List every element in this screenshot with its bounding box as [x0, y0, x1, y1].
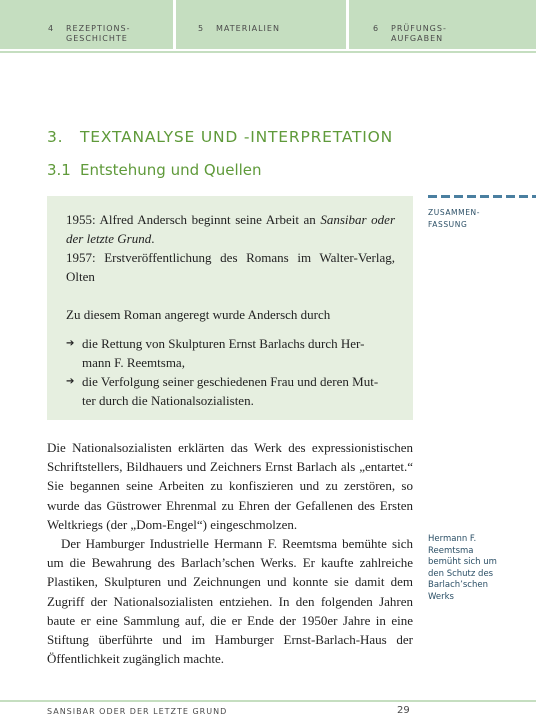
body-text [47, 438, 413, 668]
list-item [66, 334, 395, 372]
list-item-text: die Verfolgung seiner geschiedenen Frau und deren Mut- ter durch die Nationalsozialisten. [82, 374, 379, 408]
section-title-text: Entstehung und Quellen [80, 161, 262, 179]
body-paragraph-1: Die Nationalsozialisten erklärten das Werk des expressionistischen Schriftstellers, Bildhauers und Zeichners Ernst Barlach als „entartet.“ Sie begannen seine Arbeiten zu konfiszieren und zu zerstören, so wurde das Güstrower Ehrenmal zu Ehren der Gefallenen des Ersten Weltkriegs (der „Dom-Engel“) eingeschmolzen. [47, 440, 413, 532]
list-item [66, 372, 395, 410]
summary-side-label: ZUSAMMEN- FASSUNG [428, 208, 481, 229]
arrow-right-icon: ➔ [66, 376, 75, 387]
tab-label: PRÜFUNGS- AUFGABEN [391, 24, 447, 43]
tab-number: 4 [48, 24, 55, 33]
summary-bullet-list [66, 334, 395, 410]
summary-line-1 [66, 210, 395, 248]
chapter-number: 3. [47, 128, 64, 146]
sidebar-dashed-rule [428, 195, 536, 198]
chapter-title-text: TEXTANALYSE UND -INTERPRETATION [80, 128, 394, 146]
section-number: 3.1 [47, 161, 71, 179]
top-navigation [0, 0, 536, 49]
margin-note: Hermann F. Reemtsma bemüht sich um den Schutz des Barlach’schen Werks [428, 534, 497, 602]
summary-intro: Zu diesem Roman angeregt wurde Andersch durch [66, 307, 331, 322]
tab-label: REZEPTIONS- GESCHICHTE [66, 24, 131, 43]
tab-number: 5 [198, 24, 205, 33]
summary-box [47, 196, 413, 420]
list-item-text: die Rettung von Skulpturen Ernst Barlachs durch Her- mann F. Reemtsma, [82, 336, 365, 370]
page-number: 29 [397, 705, 410, 716]
tab-number: 6 [373, 24, 380, 33]
nav-divider [0, 51, 536, 53]
tab-rezeptionsgeschichte[interactable] [0, 0, 173, 49]
chapter-title [47, 128, 393, 146]
section-title [47, 161, 262, 179]
tab-label: MATERIALIEN [216, 24, 280, 33]
summary-line-1-suffix: . [151, 231, 155, 246]
book-title: Sansibar oder der letzte Grund [66, 212, 396, 246]
footer-title: SANSIBAR ODER DER LETZTE GRUND [47, 707, 228, 716]
summary-line-1-prefix: 1955: Alfred Andersch beginnt seine Arbeit an [66, 212, 321, 227]
summary-line-2: 1957: Erstveröffentlichung des Romans im Walter-Verlag, Olten [66, 250, 395, 284]
footer-divider [0, 700, 536, 702]
tab-materialien[interactable] [176, 0, 346, 49]
body-paragraph-2: Der Hamburger Industrielle Hermann F. Reemtsma bemühte sich um die Bewahrung des Barlach’schen Werks. Er kaufte zahlreiche Plastiken, Skulpturen und Zeichnungen und konnte sie damit dem Zugriff der Nationalsozialisten entziehen. In den folgenden Jahren baute er eine Sammlung auf, die er Ende der 1950er Jahre in eine Stiftung überführte und im Hamburger Ernst-Barlach-Haus der Öffentlichkeit zugänglich machte. [47, 536, 413, 667]
arrow-right-icon: ➔ [66, 338, 75, 349]
tab-pruefungsaufgaben[interactable] [349, 0, 536, 49]
